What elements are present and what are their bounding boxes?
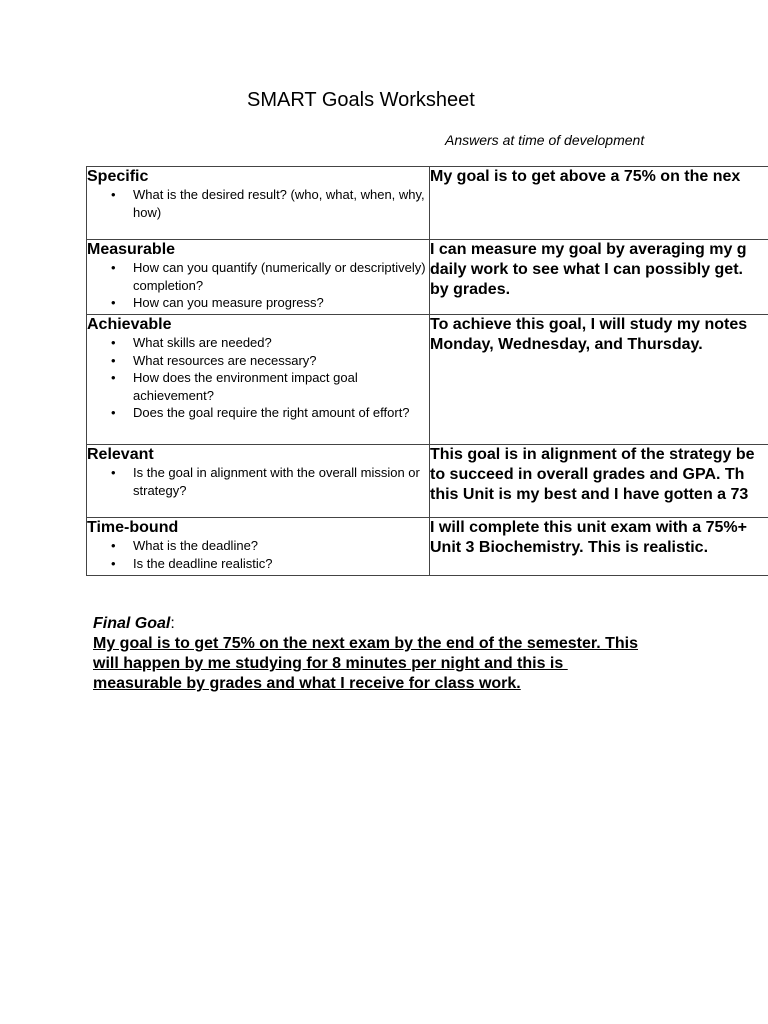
answer-line: Unit 3 Biochemistry. This is realistic. [430,539,709,556]
table-row-specific [87,167,768,240]
smart-goals-table [86,166,768,576]
final-goal-text [93,634,638,694]
criteria-cell [87,518,430,576]
final-goal-colon: : [170,615,175,632]
answer-cell [430,445,768,518]
page-subtitle: Answers at time of development [445,132,645,148]
question-item: • How can you measure progress? [87,294,429,312]
answer-line: by grades. [430,281,511,298]
question-item: • Is the deadline realistic? [87,555,429,573]
table-row-relevant [87,445,768,518]
answer-cell [430,315,768,445]
answer-line: I can measure my goal by averaging my g [430,241,747,258]
question-item: • Is the goal in alignment with the overall mission or strategy? [87,464,429,499]
final-goal-line: measurable by grades and what I receive for class work. [93,675,521,692]
answer-line: Monday, Wednesday, and Thursday. [430,336,703,353]
criteria-cell [87,240,430,315]
answer-line: My goal is to get above a 75% on the nex [430,168,741,185]
answer-line: I will complete this unit exam with a 75%+ [430,519,747,536]
question-list [87,464,429,499]
criteria-heading: Achievable [87,316,172,333]
question-item: • How does the environment impact goal achievement? [87,369,429,404]
answer-cell [430,167,768,240]
final-goal-line: My goal is to get 75% on the next exam by the end of the semester. This [93,635,639,652]
table-row-achievable [87,315,768,445]
question-item: • What resources are necessary? [87,352,429,370]
answer-line: to succeed in overall grades and GPA. Th [430,466,745,483]
question-list [87,334,429,422]
final-goal-line: will happen by me studying for 8 minutes per night and this is [93,655,568,672]
answer-line: this Unit is my best and I have gotten a 73 [430,486,749,503]
page-title: SMART Goals Worksheet [247,89,475,111]
answer-cell [430,518,768,576]
question-item: • What is the desired result? (who, what, when, why, how) [87,186,429,221]
question-item: • Does the goal require the right amount of effort? [87,404,429,422]
answer-line: This goal is in alignment of the strategy be [430,446,755,463]
criteria-heading: Measurable [87,241,176,258]
criteria-heading: Specific [87,168,149,185]
final-goal-label [93,615,175,633]
question-list [87,537,429,572]
table-row-time-bound [87,518,768,576]
question-item: • What is the deadline? [87,537,429,555]
question-list [87,186,429,221]
answer-cell [430,240,768,315]
criteria-cell [87,315,430,445]
criteria-cell [87,445,430,518]
criteria-heading: Relevant [87,446,154,463]
criteria-cell [87,167,430,240]
table-row-measurable [87,240,768,315]
question-item: • What skills are needed? [87,334,429,352]
answer-line: To achieve this goal, I will study my notes [430,316,748,333]
criteria-heading: Time-bound [87,519,179,536]
final-goal-label-text: Final Goal [93,615,171,632]
question-item: • How can you quantify (numerically or descriptively) completion? [87,259,429,294]
question-list [87,259,429,312]
answer-line: daily work to see what I can possibly get. [430,261,743,278]
